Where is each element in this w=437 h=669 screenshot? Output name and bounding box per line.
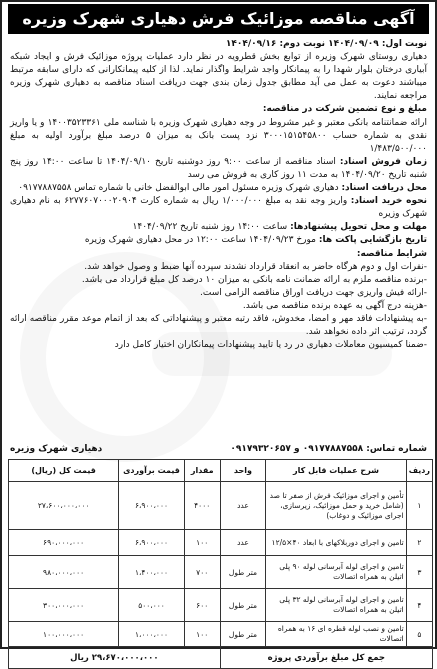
row-unit-price: ۱،۰۰۰،۰۰۰ — [119, 622, 185, 647]
purchase-method-text: واریز وجه نقد به مبلغ ۱/۰۰۰/۰۰۰ ریال به شماره کارت ۶۲۷۷۶۰۷۰۰۰۲۰۹۰۴ به نام دهیاری شهرک وزیره — [10, 196, 427, 220]
row-total: ۲۷،۶۰۰،۰۰۰،۰۰۰ — [9, 482, 119, 530]
col-header-quantity: مقدار — [184, 460, 220, 482]
guarantee-text: ارائه ضمانتنامه بانکی معتبر و غیر مشروط در وجه دهیاری شهرک وزیره با شناسه ملی ۱۴۰۰۳۵۲۳۳۶۱ و یا واریز نقدی به شماره حساب ۳۰۰۰۱۵۱۵۴۵۸۰۰ نزد پست بانک به میزان ۵ درصد مبلغ برآورد اولیه به مبلغ ۱/۴۸۳/۵۰۰/۰۰۰ — [10, 117, 428, 154]
row-unit: متر طول — [220, 556, 266, 589]
notice-title: آگهی مناقصه موزائیک فرش دهیاری شهرک وزیره — [8, 4, 429, 34]
row-total: ۹۸۰،۰۰۰،۰۰۰ — [9, 556, 119, 589]
row-quantity: ۷۰۰ — [184, 556, 220, 589]
row-total: ۶۹۰،۰۰۰،۰۰۰ — [9, 530, 119, 556]
row-description: تامین و اجرای لوله آبرسانی لوله ۳۲ پلی اتیلن به همراه اتصالات — [266, 589, 406, 622]
table-header-row — [9, 460, 433, 482]
row-unit-price: ۶،۹۰۰،۰۰۰ — [119, 482, 185, 530]
total-label: جمع کل مبلغ برآوردی پروژه — [220, 647, 432, 669]
row-number: ۴ — [406, 589, 432, 622]
row-unit: متر طول — [220, 622, 266, 647]
row-total: ۳۰۰،۰۰۰،۰۰۰ — [9, 589, 119, 622]
row-unit-price: ۶،۹۰۰،۰۰۰ — [119, 530, 185, 556]
opening-date-heading: تاریخ بازگشایی پاکت ها: — [318, 235, 427, 246]
row-quantity: ۶۰۰ — [184, 589, 220, 622]
row-total: ۱۰۰،۰۰۰،۰۰۰ — [9, 622, 119, 647]
row-quantity: ۱۰۰ — [184, 622, 220, 647]
total-value: ۲۹،۶۷۰،۰۰۰،۰۰۰ ریال — [9, 647, 221, 669]
row-number: ۲ — [406, 530, 432, 556]
row-description: تامین و اجرای دوربلاکهای با ابعاد ۴۰×۱۲/۵ — [266, 530, 406, 556]
col-header-description: شرح عملیات قابل کار — [266, 460, 406, 482]
col-header-total-price: قیمت کل (ریال) — [9, 460, 119, 482]
condition-item: -نفرات اول و دوم هرگاه حاضر به انعقاد قرارداد نشدند سپرده آنها ضبط و وصول خواهد شد. — [84, 261, 427, 272]
deadline-heading: مهلت و محل تحویل پیشنهادها: — [290, 222, 427, 233]
guarantee-heading: مبلغ و نوع تضمین شرکت در مناقصه: — [262, 104, 427, 115]
table-total-row — [9, 647, 433, 669]
condition-item: -ارائه فیش واریزی جهت دریافت اوراق مناقصه الزامی است. — [200, 287, 427, 298]
condition-item: -هزینه درج آگهی به عهده برنده مناقصه می باشد. — [242, 300, 427, 311]
row-number: ۱ — [406, 482, 432, 530]
row-number: ۳ — [406, 556, 432, 589]
col-header-unit: واحد — [220, 460, 266, 482]
col-header-row-number: ردیف — [406, 460, 432, 482]
row-description: تأمین و اجرای موزائیک فرش از صفر تا صد (شامل خرید و حمل موزائیک، زیرسازی، اجرای موزائیک و دوغاب) — [266, 482, 406, 530]
col-header-unit-price: قیمت برآوردی — [119, 460, 185, 482]
signature: دهیاری شهرک وزیره — [10, 444, 103, 454]
pickup-place-text: دهیاری شهرک وزیره مسئول امور مالی ابوالفضل خانی با شماره تماس ۰۹۱۷۷۸۸۷۵۵۸ — [18, 183, 339, 194]
contact-phone: شماره تماس: ۰۹۱۷۷۸۸۷۵۵۸ و ۰۹۱۷۹۳۲۰۶۵۷ — [230, 444, 427, 454]
condition-item: -ضمنا کمیسیون معاملات دهیاری در رد یا تایید پیشنهادات پیمانکاران اختیار کامل دارد — [114, 340, 427, 351]
notice-body — [10, 38, 427, 352]
row-number: ۵ — [406, 622, 432, 647]
row-unit: عدد — [220, 482, 266, 530]
table-row — [9, 589, 433, 622]
row-description: تامین و اجرای لوله آبرسانی لوله ۹۰ پلی اتیلن به همراه اتصالات — [266, 556, 406, 589]
intro-paragraph: دهیاری روستای شهرک وزیره از توابع بخش قطرویه در نظر دارد عملیات پروژه موزائیک فرش و ایجاد شبکه آبیاری درختان بلوار شهدا را به پیمانکار واجد شرایط واگذار نماید. لذا از کلیه پیمانکارانی که دارای سابقه مرتبط میباشند دعوت به عمل می آید مطابق جدول زمان بندی جهت دریافت اسناد مناقصه به دهیاری شهرک وزیره مراجعه نمایند. — [10, 52, 427, 102]
row-unit-price: ۱،۴۰۰،۰۰۰ — [119, 556, 185, 589]
deadline-text: ساعت ۱۴:۰۰ روز شنبه تاریخ ۱۴۰۴/۰۹/۲۲ — [132, 222, 288, 233]
table-row — [9, 482, 433, 530]
row-description: تامین و نصب لوله قطره ای ۱۶ به همراه اتصالات — [266, 622, 406, 647]
estimate-table — [8, 459, 433, 669]
table-row — [9, 530, 433, 556]
condition-item: -برنده مناقصه ملزم به ارائه ضمانت نامه بانکی به میزان ۱۰ درصد کل مبلغ قرارداد می باشد. — [81, 274, 427, 285]
row-quantity: ۱۰۰ — [184, 530, 220, 556]
conditions-heading: شرایط مناقصه: — [356, 248, 427, 259]
row-unit-price: ۵۰۰،۰۰۰ — [119, 589, 185, 622]
row-unit: متر طول — [220, 589, 266, 622]
sale-time-heading: زمان فروش اسناد: — [339, 156, 428, 167]
condition-item: -به پیشنهادات فاقد مهر و امضا، مخدوش، فاقد رتبه معتبر و پیشنهاداتی که بعد از اتمام موعد مقرر مناقصه ارائه گردد، ترتیب اثر داده نخواهد شد. — [10, 313, 427, 338]
purchase-method-heading: نحوه خرید اسناد: — [350, 196, 427, 207]
contact-line — [10, 443, 427, 456]
row-unit: عدد — [220, 530, 266, 556]
table-row — [9, 556, 433, 589]
sale-time-text: اسناد مناقصه از ساعت ۹:۰۰ روز دوشنبه تاریخ ۱۴۰۴/۰۹/۱۰ تا ساعت ۱۴:۰۰ روز پنج شنبه تاریخ ۱۴۰۴/۰۹/۲۰ به مدت ۱۱ روز کاری به فروش می رسد — [10, 156, 427, 180]
pickup-place-heading: محل دریافت اسناد: — [341, 183, 427, 194]
row-quantity: ۴۰۰۰ — [184, 482, 220, 530]
publication-dates: نوبت اول: ۱۴۰۴/۰۹/۰۹ نوبت دوم: ۱۴۰۴/۰۹/۱۶ — [225, 39, 427, 49]
table-row — [9, 622, 433, 647]
opening-date-text: مورخ ۱۴۰۴/۰۹/۲۳ ساعت ۱۲:۰۰ در محل دهیاری شهرک وزیره — [84, 235, 316, 246]
